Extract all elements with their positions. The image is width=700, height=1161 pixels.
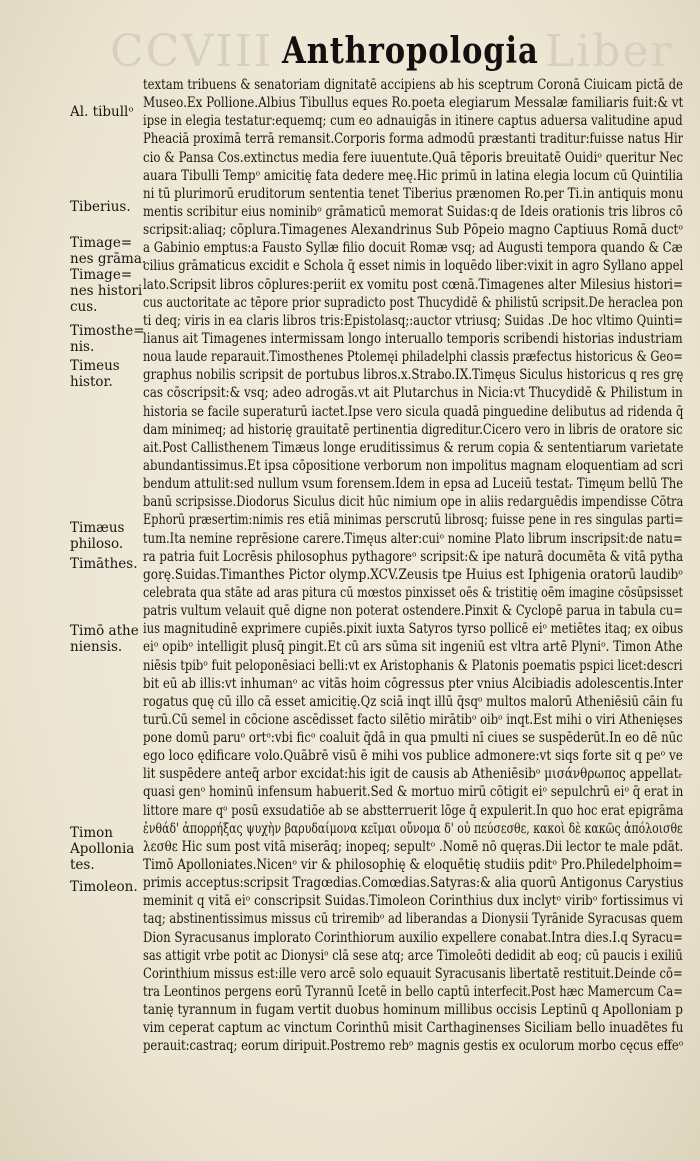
running-title: Anthropologia [282,30,539,72]
margin-note [70,235,146,315]
text-line: Corinthium missus est:ille vero arcē solo equauit Syracusanis libertatē restituit.Deinde cō= [143,965,683,982]
margin-note [70,556,138,572]
text-line: textam tribuens & senatoriam dignitatē accipiens ab his sceptrum Coronā Ciuicam pictā de [143,77,683,93]
text-line: ipse in elegia testatur:equemq; cum eo adnauigās in itinere captus aduersa valitudine apud [143,113,683,130]
margin-note [70,623,139,655]
margin-note [70,104,134,120]
text-line: quasi genᵒ hominū infensum habuerit.Sed & mortuo mirū cōtigit eiᵒ sepulchrū eiᵒ q̄ erat in [143,784,683,801]
text-line: taq; abstinentissimus missus cū triremibᵒ ad liberandas a Dionysii Tyrānide Syracusas quem [143,911,683,928]
text-line: cas cōscripsit:& vsq; adeo adrogās.vt ait Plutarchus in Nicia:vt Thucydidē & Philistum in [143,385,683,402]
text-line: bit eū ab illis:vt inhumanᵒ ac vitās hoim cōgressus pter vnius Alcibiadis adolescentis.Inter [143,675,683,692]
margin-note-line: Timage= [70,267,133,283]
margin-notes [0,0,150,1161]
margin-note-line: tes. [70,857,95,873]
text-line: perauit:castraq; eorum diripuit.Postremo rebᵒ magnis gestis ex oculorum morbo cęcus effeᵒ [143,1038,683,1055]
text-line: noua laude reparauit.Timosthenes Ptolemęi philadelphi classis præfectus historicus & Geo= [143,349,683,366]
margin-note-line: Timage= [70,235,133,251]
margin-note-line: Timāthes. [70,556,138,572]
text-line: Ephorū præsertim:nimis res etiā minimas perscrutū librosq; fuisse pene in res singulas parti= [143,512,683,529]
text-line: gorę.Suidas.Timanthes Pictor olymp.XCV.Zeusis tpe Huius est Iphigenia oratorū laudibᵒ [143,566,683,583]
margin-note-line: cus. [70,299,98,315]
text-line: turū.Cū semel in cōcione ascēdisset facto silētio mirātibᵒ oibᵒ inqt.Est mihi o viri Athenięses [143,711,683,728]
text-line: meminit q vitā eiᵒ conscripsit Suidas.Timoleon Corinthius dux inclytᵒ viribᵒ fortissimus vi [143,893,683,910]
main-text [143,76,683,1056]
margin-note-line: histor. [70,374,113,390]
text-line: tanię tyrannum in fugam vertit duobus hominum millibus occisis Leptinū q Apolloniam p [143,1002,683,1019]
text-line: dam minimeq; ad historię grauitatē pertinentia digreditur.Cicero vero in libris de oratore sic [143,421,683,438]
text-line: auara Tibulli Tempᵒ amicitię fata dedere meę.Hic primū in latina elegia locum cū Quintilia [143,167,683,184]
margin-note [70,323,145,355]
text-line: pone domū paruᵒ ortᵒ:vbi ficᵒ coaluit q̄dā in qua pmulti nī ciues se suspēderūt.In eo dē nūc [143,730,683,747]
text-line: tra Leontinos pergens eorū Tyrannū Icetē in bello captū interfecit.Post hæc Mamercum Ca= [143,984,683,1001]
margin-note [70,199,131,215]
text-line: sas attigit vrbe potit ac Dionysiᵒ clā sese atq; arce Timoleōti dedidit ab eoq; cū paucis i exiliū [143,947,683,964]
text-line: Dion Syracusanus implorato Corinthiorum auxilio expellere conabat.Intra dies.I.q Syracu= [143,929,683,946]
margin-note-line: Timon [70,825,113,841]
margin-note-line: Timosthe= [70,323,145,339]
text-line: ait.Post Callisthenem Timæus longe eruditissimus & rerum copia & sententiarum varietate [143,439,683,456]
text-line: littore mare qᵒ posū exsudatiōe ab se abstterruerit lōge q̄ expulerit.In quo hoc erat epigrāma [143,802,683,819]
margin-note-line: Timoleon. [70,879,138,895]
text-line: bendum attulit:sed nullum vsum forensem.Idem in epsa ad Luceiū testatᵣ Timęum bellū The [143,476,683,493]
text-line: graphus nobilis scripsit de portubus libros.x.Strabo.IX.Timęus Siculus historicus q res grę [143,367,683,384]
text-line: ra patria fuit Locrēsis philosophus pythagoreᵒ scripsit:& ipe naturā documēta & vitā pytha [143,548,683,565]
margin-note-line: Timō athe [70,623,139,639]
text-line: lit suspēdere anteq̄ arbor excidat:his igit de causis ab Atheniēsibᵒ μισάνθρωπος appellatᵣ [143,766,683,783]
text-line: Museo.Ex Pollione.Albius Tibullus eques Ro.poeta elegiarum Messalæ familiaris fuit:& vt [143,95,683,112]
text-line: ius magnitudinē exprimere cupiēs.pixit iuxta Satyros tyrso pollicē eiᵒ metiētes itaq; ex oibus [143,621,683,638]
margin-note-line: Al. tibullᵒ [70,104,134,120]
text-line: cio & Pansa Cos.extinctus media fere iuuentute.Quā tēporis breuitatē Ouidiᵒ queritur Nec [143,149,683,166]
text-line: ego loco ędificare volo.Quābrē visū ē mihi vos publice admonere:vt siqs forte sit q peᵒ ve [143,748,683,765]
text-line: patris vultum velauit quē digne non poterat ostendere.Pinxit & Cyclopē parua in tabula cu= [143,603,683,620]
text-line: mentis scribitur eius nominibᵒ grāmaticū memorat Suidas:q de Ideis orationis tris libros cō [143,203,683,220]
margin-note-line: nis. [70,339,95,355]
text-line: banū scripsisse.Diodorus Siculus dicit hūc nimium ope in aliis redarguēdis impendisse Cōtra [143,494,683,511]
text-line: cilius grāmaticus excidit e Schola q̄ esset nimis in loquēdo liber:vixit in agro Syllano appel [143,258,683,275]
text-line: tum.Ita nemine reprēsione carere.Timęus alter:cuiᵒ nomine Plato librum inscripsit:de natu= [143,530,683,547]
text-line: niēsis tpibᵒ fuit peloponēsiaci belli:vt ex Aristophanis & Platonis poematis pspici licet:descri [143,657,683,674]
margin-note-line: Apollonia [70,841,135,857]
margin-note [70,358,120,390]
text-line: cus auctoritate ac tēpore prior supradicto post Thucydidē & philistū scripsit.De heraclea pon [143,294,683,311]
text-line: λεσθε Hic sum post vitā miserāq; inopeq; sepultᵒ .Nomē nō quęras.Dii lector te male pdāt. [143,838,683,855]
margin-note-line: philoso. [70,536,124,552]
margin-note-line: Timeus [70,358,120,374]
margin-note-line: nes grāma. [70,251,147,267]
margin-note-line: Tiberius. [70,199,131,215]
text-line: lianus ait Timagenes intermissam longo interuallo temporis scribendi historias industriam [143,330,683,347]
text-line: ni tū plurimorū eruditorum sententia tenet Tiberius prænomen Ro.per Ti.in antiquis monu [143,185,683,202]
text-line: primis acceptus:scripsit Tragœdias.Comœdias.Satyras:& alia quorū Antigonus Carystius [143,875,683,892]
margin-note-line: Timæus [70,520,125,536]
text-line: vim ceperat captum ac vinctum Corinthū misit Carthaginenses Siciliam bello inuadētes fu [143,1020,683,1037]
text-line: scripsit:aliaq; cōplura.Timagenes Alexandrinus Sub Pōpeio magno Captiuus Romā ductᵒ [143,222,683,239]
margin-note-line: nes histori [70,283,143,299]
text-line: lato.Scripsit libros cōplures:periit ex vomitu post cœnā.Timagenes alter Milesius histori= [143,276,683,293]
text-line: ti deq; viris in ea claris libros tris:Epistolasq;:auctor vtriusq; Suidas .De hoc vltimo Quinti= [143,312,683,329]
text-line: Pheaciā proximā terrā remansit.Corporis forma admodū præstanti traditur:fuisse natus Hir [143,131,683,148]
text-line: Timō Apolloniates.Nicenᵒ vir & philosophię & eloquētię studiis pditᵒ Pro.Philedelphoim= [143,857,683,874]
text-line: historia se facile superaturū iactet.Ipse vero sicula quadā pinguedine delibutus ad ridenda q̄ [143,403,683,420]
margin-note [70,825,134,873]
margin-note [70,520,124,552]
bleed-through-liber: Liber [545,26,674,77]
text-line: abundantissimus.Et ipsa cōpositione verborum non impolitus magnam eloquentiam ad scri [143,457,683,474]
bleed-through-folio: CCVIII [110,26,274,77]
margin-note [70,879,138,895]
text-line: a Gabinio emptus:a Fausto Syllæ filio docuit Romæ vsq; ad Augusti tempora quando & Cæ [143,240,683,257]
text-line: eiᵒ opibᵒ intelligit plusq̄ pingit.Et cū ars sūma sit ingeniū est vltra artē Plyniᵒ. Timon Athe [143,639,683,656]
text-line: ἐνθάδ' ἀπορρήξας ψυχὴν βαρυδαίμονα κεῖμαι οὔνομα δ' οὐ πεύσεσθε, κακοὶ δὲ κακῶς ἀπόλοισθε [143,820,683,837]
margin-note-line: niensis. [70,639,123,655]
text-line: rogatus quę cū illo cā esset amicitię.Qz sciā inqt illū q̄sqᵒ multos malorū Atheniēsiū cāin fu [143,693,683,710]
text-line: celebrata qua stāte ad aras pitura cū mœstos pinxisset oēs & tristitię oēm imagine cōsūpsisset [143,584,683,601]
